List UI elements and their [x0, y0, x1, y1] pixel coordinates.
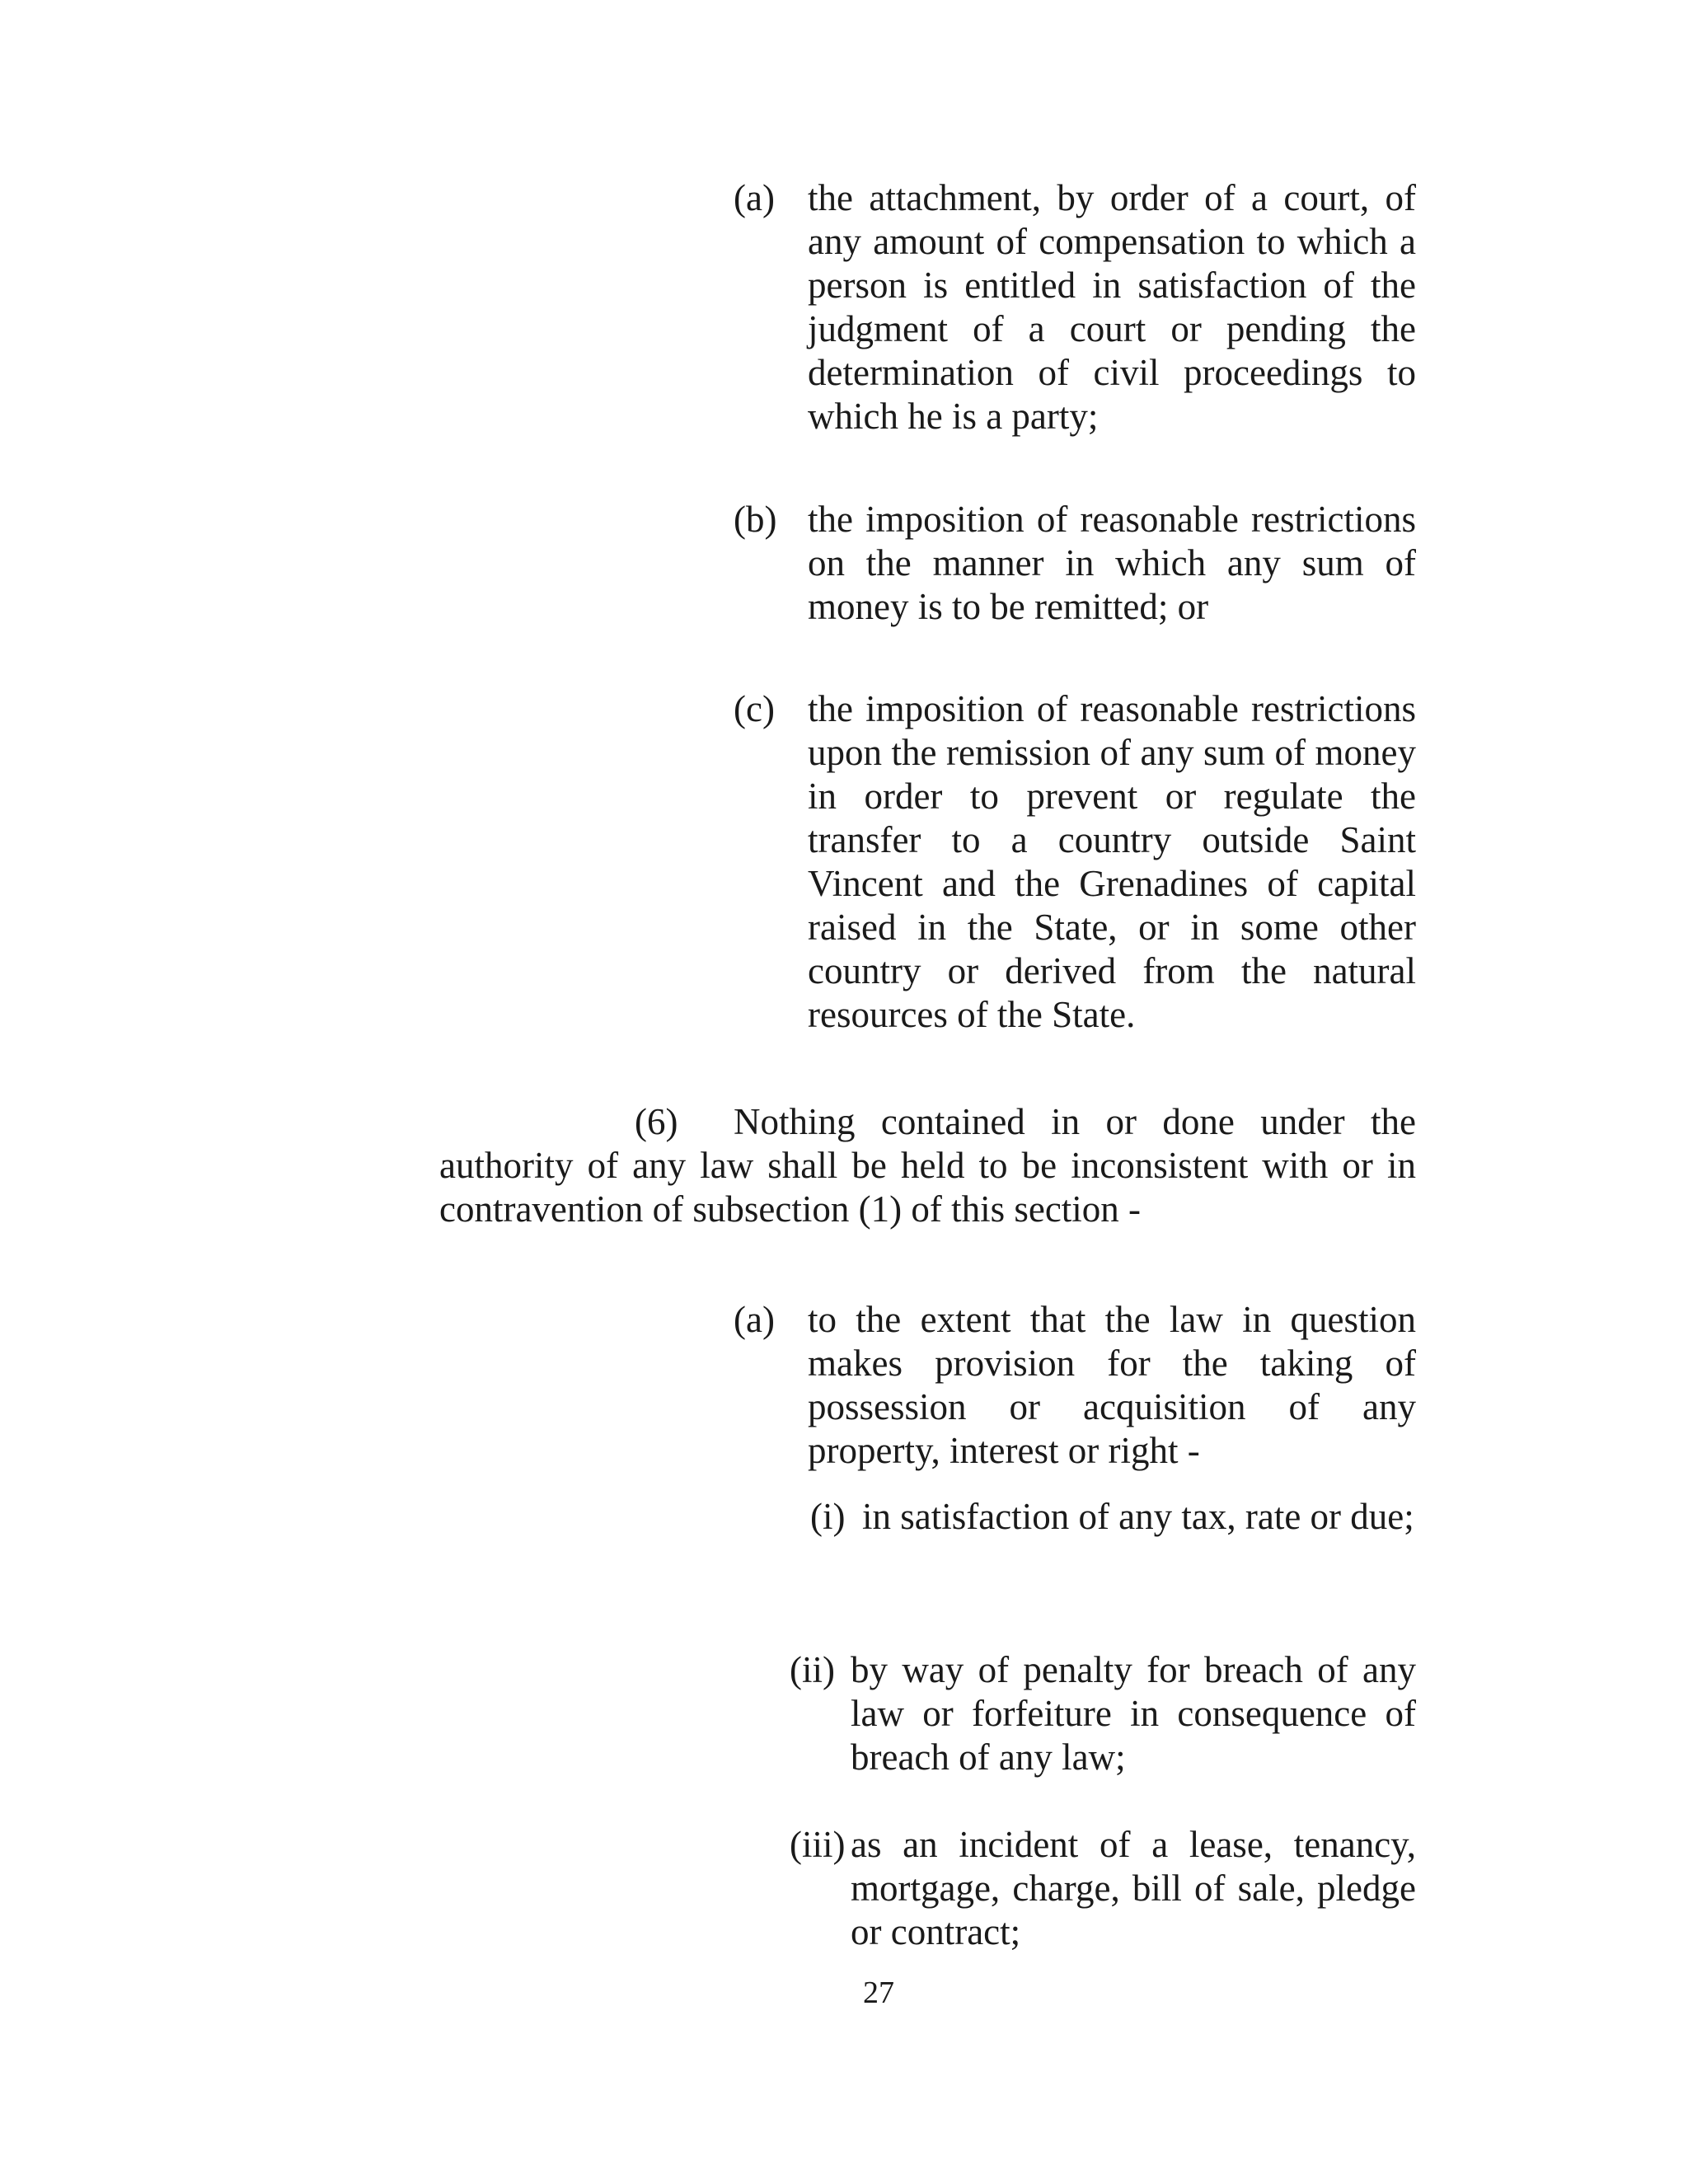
- clause-text: the imposition of reasonable restrictions on the manner in which any sum of money is to be remitted; or: [808, 499, 1416, 627]
- subclause-text: as an incident of a lease, tenancy, mortgage, charge, bill of sale, pledge or contract;: [851, 1824, 1416, 1952]
- subclause-text: by way of penalty for breach of any law or forfeiture in consequence of breach of any law;: [851, 1649, 1416, 1778]
- subsection-label: (6): [635, 1101, 678, 1142]
- clause-text: to the extent that the law in question makes provision for the taking of possession or acquisition of any property, interest or right -: [808, 1299, 1416, 1471]
- subclause-text: in satisfaction of any tax, rate or due;: [862, 1496, 1414, 1537]
- page-number: 27: [863, 1975, 894, 2010]
- clause-text: the imposition of reasonable restrictions upon the remission of any sum of money in order to prevent or regulate the transfer to a country outside Saint Vincent and the Grenadines of capital raised in the State, or in some other country or derived from the natural resources of the State.: [808, 688, 1416, 1035]
- clause-text: the attachment, by order of a court, of any amount of compensation to which a person is entitled in satisfaction of the judgment of a court or pending the determination of civil proceedings to which he is a party;: [808, 177, 1416, 437]
- subclause-label: (ii): [790, 1649, 835, 1690]
- clause-label: (a): [734, 1299, 775, 1340]
- clause-label: (b): [734, 499, 777, 540]
- subclause-label: (iii): [790, 1824, 846, 1865]
- clause-label: (a): [734, 177, 775, 218]
- subclause-label: (i): [810, 1496, 846, 1537]
- clause-label: (c): [734, 688, 775, 729]
- subsection-text: Nothing contained in or done under the authority of any law shall be held to be inconsistent with or in contravention of subsection (1) of this section -: [439, 1101, 1416, 1230]
